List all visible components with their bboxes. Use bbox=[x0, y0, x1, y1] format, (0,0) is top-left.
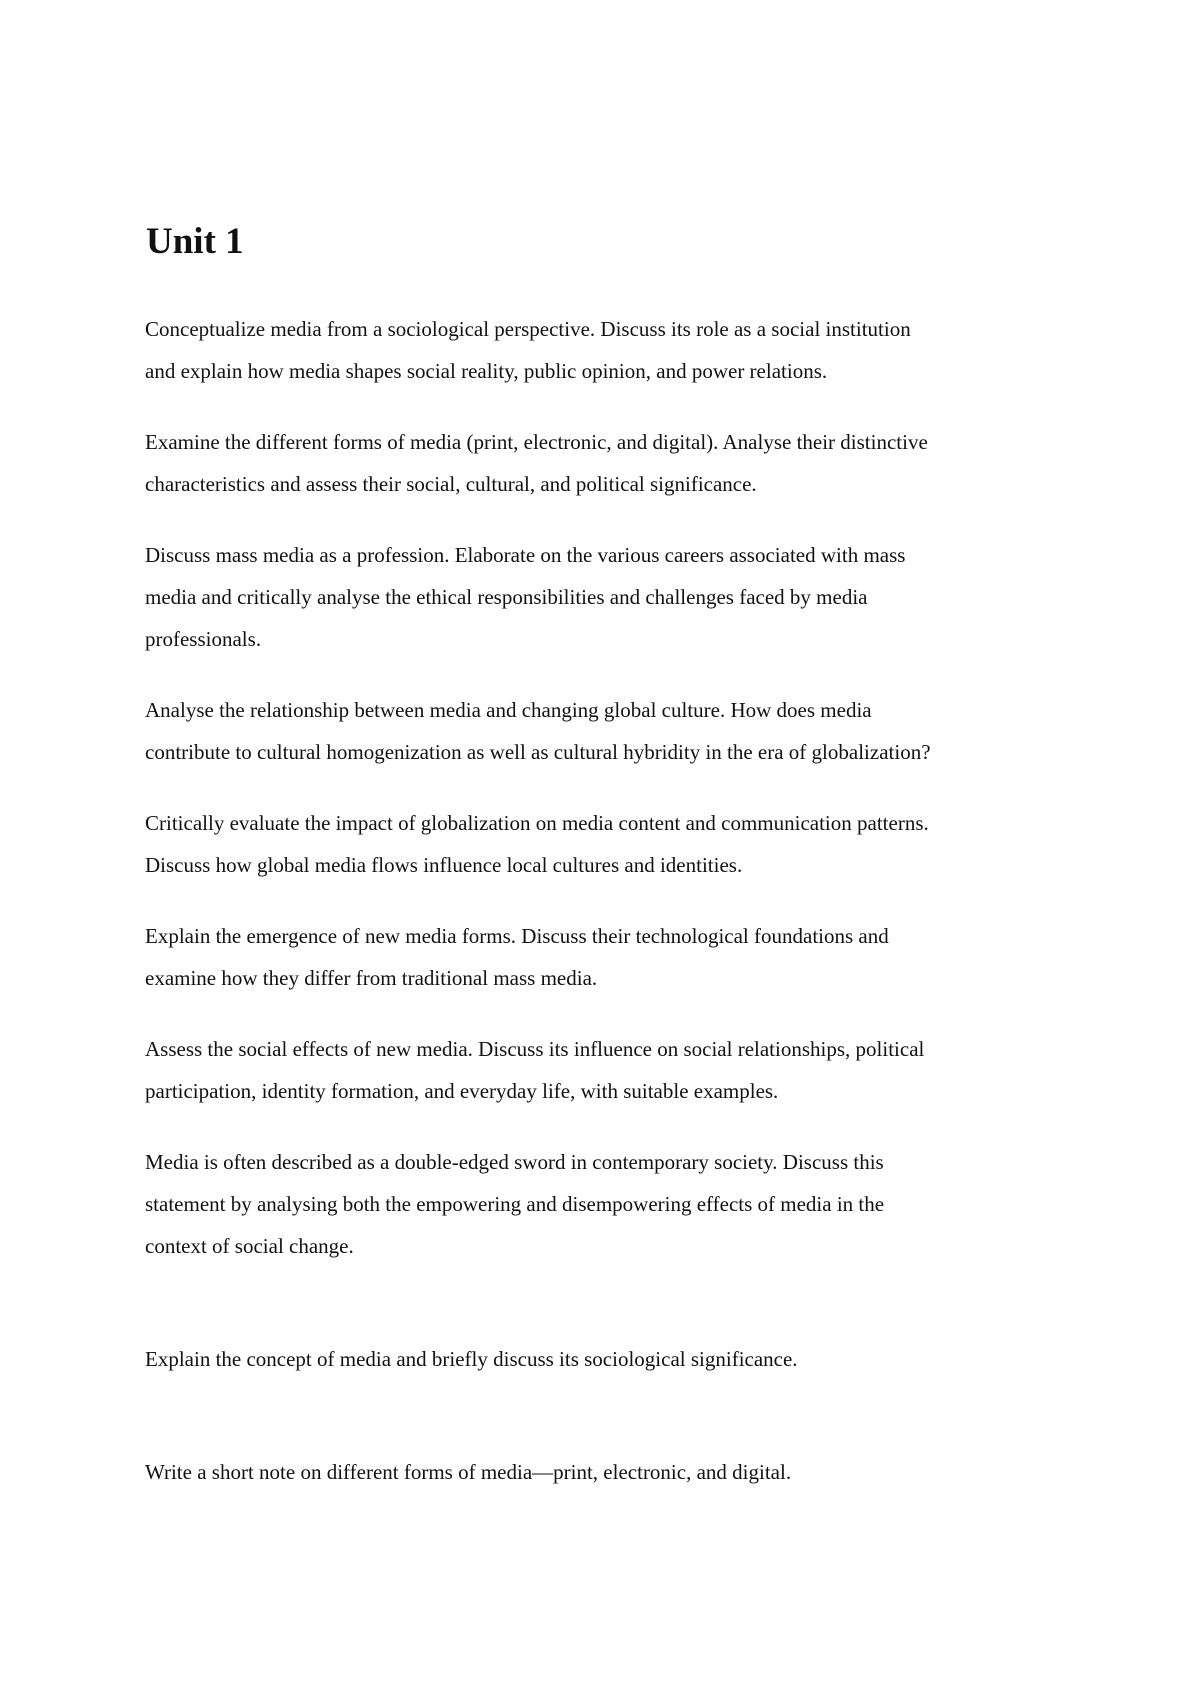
question-line: Analyse the relationship between media and changing global culture. How does media bbox=[145, 698, 872, 722]
question-paragraph-5 bbox=[145, 802, 929, 886]
question-line: Media is often described as a double-edged sword in contemporary society. Discuss this bbox=[145, 1150, 884, 1174]
question-line: Discuss how global media flows influence local cultures and identities. bbox=[145, 853, 743, 877]
question-line: Conceptualize media from a sociological perspective. Discuss its role as a social institution bbox=[145, 317, 911, 341]
question-line: media and critically analyse the ethical responsibilities and challenges faced by media bbox=[145, 585, 868, 609]
question-line: Write a short note on different forms of media—print, electronic, and digital. bbox=[145, 1460, 792, 1484]
question-line: professionals. bbox=[145, 627, 262, 651]
question-paragraph-3 bbox=[145, 534, 905, 660]
question-line: and explain how media shapes social reality, public opinion, and power relations. bbox=[145, 359, 828, 383]
question-paragraph-4 bbox=[145, 689, 931, 773]
question-paragraph-6 bbox=[145, 915, 889, 999]
question-line: Assess the social effects of new media. Discuss its influence on social relationships, political bbox=[145, 1037, 925, 1061]
page-title: Unit 1 bbox=[146, 221, 244, 262]
question-paragraph-8 bbox=[145, 1141, 884, 1267]
question-paragraph-7 bbox=[145, 1028, 924, 1112]
question-line: Discuss mass media as a profession. Elaborate on the various careers associated with mass bbox=[145, 543, 906, 567]
question-line: examine how they differ from traditional mass media. bbox=[145, 966, 598, 990]
question-line: Explain the concept of media and briefly discuss its sociological significance. bbox=[145, 1347, 798, 1371]
question-line: participation, identity formation, and everyday life, with suitable examples. bbox=[145, 1079, 779, 1103]
question-line: context of social change. bbox=[145, 1234, 354, 1258]
question-paragraph-1 bbox=[145, 308, 911, 392]
question-line: contribute to cultural homogenization as well as cultural hybridity in the era of globalization? bbox=[145, 740, 931, 764]
question-paragraph-10 bbox=[145, 1451, 791, 1493]
question-line: characteristics and assess their social, cultural, and political significance. bbox=[145, 472, 757, 496]
question-line: statement by analysing both the empowering and disempowering effects of media in the bbox=[145, 1192, 885, 1216]
question-line: Examine the different forms of media (print, electronic, and digital). Analyse their distinctive bbox=[145, 430, 928, 454]
question-paragraph-9 bbox=[145, 1338, 798, 1380]
question-line: Explain the emergence of new media forms. Discuss their technological foundations and bbox=[145, 924, 889, 948]
question-line: Critically evaluate the impact of globalization on media content and communication patterns. bbox=[145, 811, 929, 835]
question-paragraph-2 bbox=[145, 421, 928, 505]
